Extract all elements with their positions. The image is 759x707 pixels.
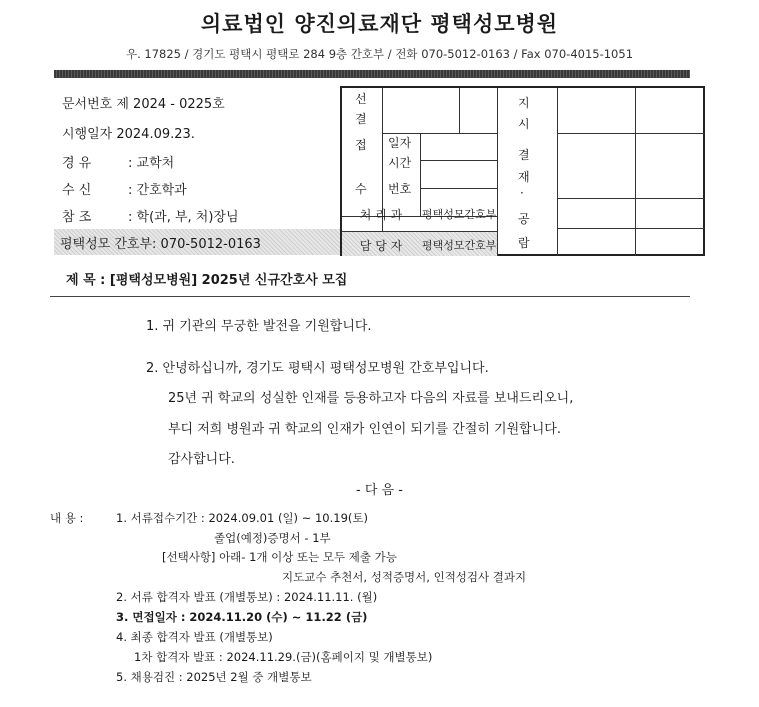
gyeoljae-label-2: 재 [518, 170, 530, 184]
via-value: : 교학처 [128, 156, 175, 171]
subject-divider [50, 296, 690, 297]
cheori-value: 평택성모간호부 [422, 208, 497, 221]
jisi-label-2: 시 [518, 117, 530, 131]
paragraph-2-line-2: 25년 귀 학교의 성실한 인재를 등용하고자 다음의 자료를 보내드리오니, [168, 391, 574, 406]
recipient-row [62, 179, 187, 198]
detail-item-1: 1. 서류접수기간 : 2024.09.01 (일) ~ 10.19(토) [116, 511, 368, 525]
reference-row [62, 206, 239, 225]
sigan-label: 시간 [388, 156, 412, 170]
header-divider-bar [54, 70, 690, 78]
grid-line [557, 198, 705, 199]
gyeoljae-label-5: 람 [518, 236, 530, 250]
detail-item-4-sub: 1차 합격자 발표 : 2024.11.29.(금)(홈페이지 및 개별통보) [134, 650, 433, 664]
gyeoljae-label-1: 결 [518, 148, 530, 162]
contact-phone: 평택성모 간호부: 070-5012-0163 [60, 237, 261, 252]
seon-label: 선 [355, 92, 367, 106]
next-heading: - 다 음 - [356, 483, 403, 498]
grid-line [459, 88, 460, 133]
detail-item-4: 4. 최종 합격자 발표 (개별통보) [116, 630, 273, 644]
jisi-label-1: 지 [518, 96, 530, 110]
gyeoljae-label-3: · [520, 186, 524, 200]
grid-line [420, 133, 421, 216]
detail-item-5: 5. 채용검진 : 2025년 2월 중 개별통보 [116, 670, 312, 684]
detail-item-3: 3. 면접일자 : 2024.11.20 (수) ~ 11.22 (금) [116, 610, 368, 624]
grid-line [557, 88, 558, 256]
closing-thanks: 감사합니다. [168, 452, 235, 467]
grid-line [420, 160, 497, 161]
approval-table [340, 86, 705, 256]
via-row [62, 152, 174, 171]
via-label: 경 유 [62, 156, 92, 171]
grid-line [420, 188, 497, 189]
su-label: 수 [355, 182, 367, 196]
details-label: 내 용 : [50, 511, 84, 525]
hospital-title: 의료법인 양진의료재단 평택성모병원 [200, 12, 559, 36]
subject-label: 제 목 : [66, 273, 106, 288]
cheori-label: 처 리 과 [359, 208, 403, 222]
detail-item-1-sub-a: 졸업(예정)증명서 - 1부 [214, 531, 331, 545]
reference-value: : 학(과, 부, 처)장님 [128, 210, 239, 225]
paragraph-1: 1. 귀 기관의 무궁한 발전을 기원합니다. [146, 319, 372, 334]
beonho-label: 번호 [388, 182, 412, 196]
recipient-label: 수 신 [62, 183, 92, 198]
detail-item-1-sub-c: 지도교수 추천서, 성적증명서, 인적성검사 결과지 [282, 570, 527, 584]
grid-line [497, 88, 498, 256]
detail-item-1-sub-b: [선택사항] 아래- 1개 이상 또는 모두 제출 가능 [162, 550, 397, 564]
hospital-address: 우. 17825 / 경기도 평택시 평택로 284 9층 간호부 / 전화 070-5012-0163 / Fax 070-4015-1051 [125, 47, 634, 61]
gyeoljae-label-4: 공 [518, 212, 530, 226]
grid-line [557, 228, 705, 229]
grid-line [635, 88, 636, 256]
recipient-value: : 간호학과 [128, 183, 187, 198]
paragraph-2-line-3: 부디 저희 병원과 귀 학교의 인재가 인연이 되기를 간절히 기원합니다. [168, 422, 561, 437]
damdang-label: 담 당 자 [359, 239, 403, 253]
subject-row [66, 269, 347, 288]
reference-label: 참 조 [62, 210, 92, 225]
jeop-label: 접 [355, 138, 367, 152]
ilja-label: 일자 [388, 136, 412, 150]
gyeol-label: 결 [355, 112, 367, 126]
subject-text: [평택성모병원] 2025년 신규간호사 모집 [109, 273, 348, 288]
damdang-value: 평택성모간호부 [422, 239, 497, 252]
issue-date: 시행일자 2024.09.23. [62, 127, 195, 142]
grid-line [342, 200, 382, 201]
grid-line [557, 133, 705, 134]
doc-number: 문서번호 제 2024 - 0225호 [62, 97, 225, 112]
detail-item-2: 2. 서류 합격자 발표 (개별통보) : 2024.11.11. (월) [116, 590, 378, 604]
paragraph-2: 2. 안녕하십니까, 경기도 평택시 평택성모병원 간호부입니다. [146, 361, 489, 376]
